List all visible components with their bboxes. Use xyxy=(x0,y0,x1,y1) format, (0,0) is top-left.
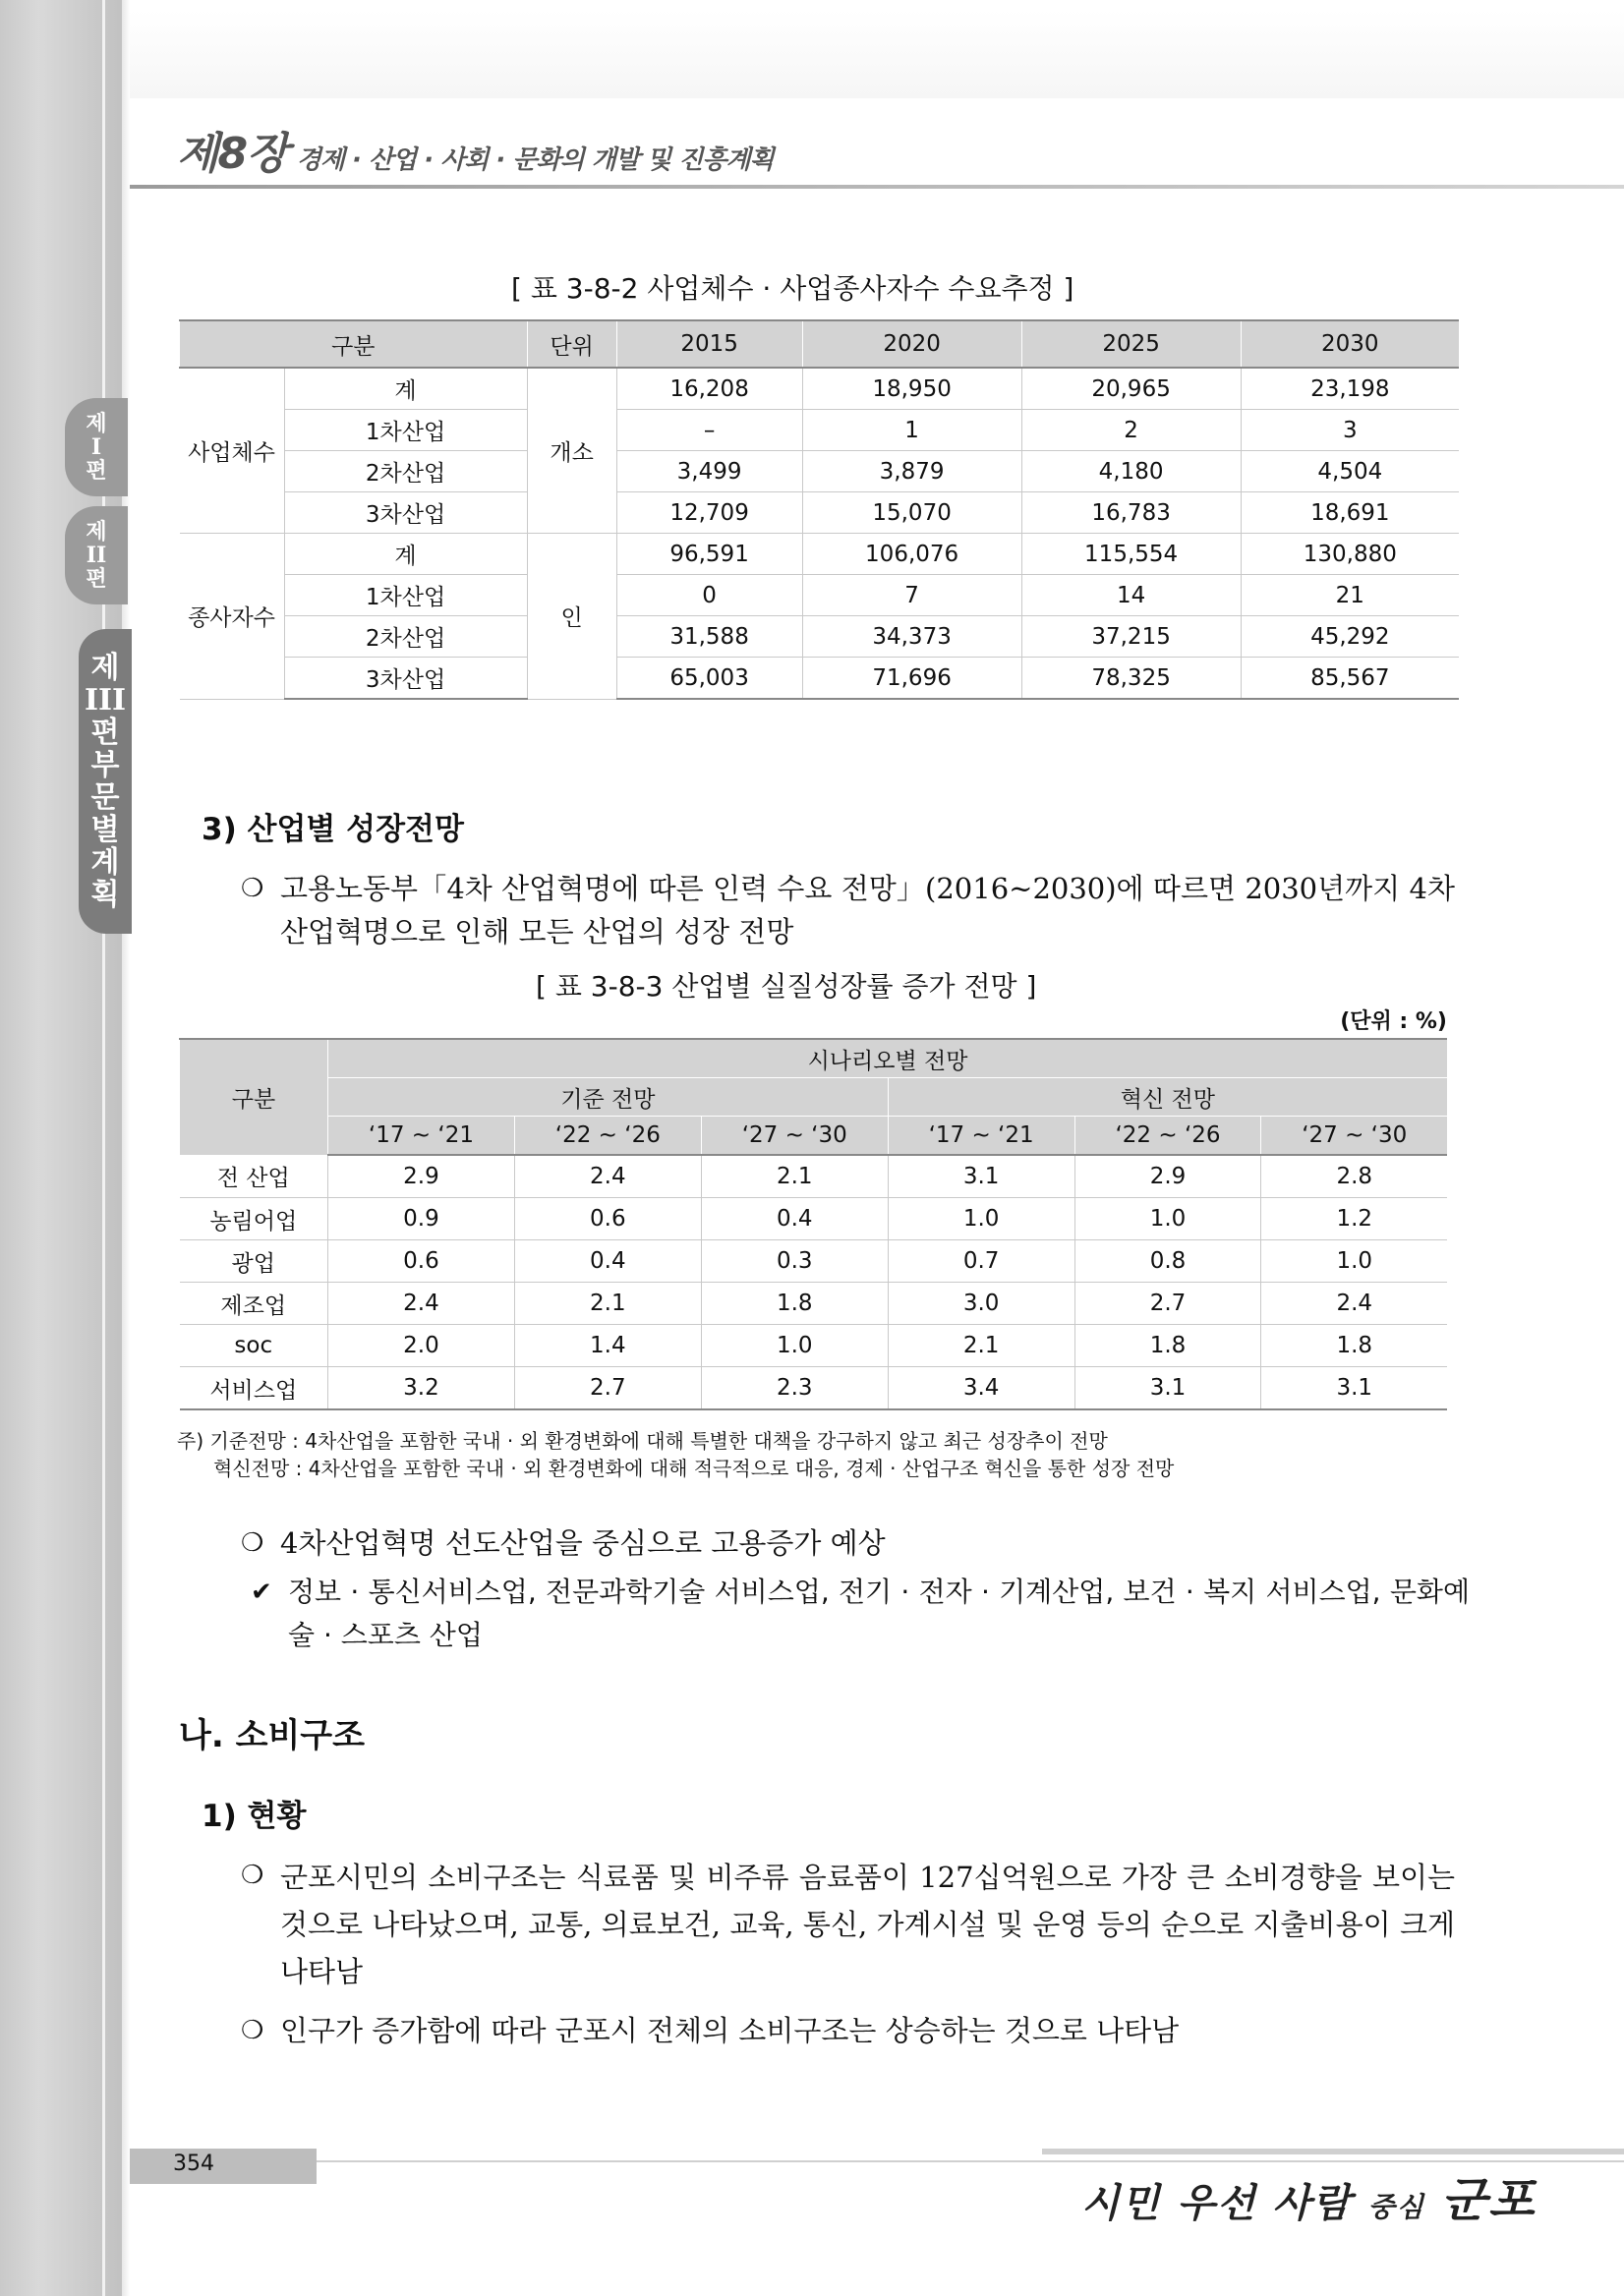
period-cell: ‘22 ~ ‘26 xyxy=(1074,1117,1261,1156)
row-label: 전 산업 xyxy=(180,1155,328,1198)
value-cell: 3.1 xyxy=(1261,1367,1447,1410)
unit-note: (단위 : %) xyxy=(1340,1009,1447,1034)
table-row xyxy=(180,410,1460,451)
value-cell: 3.1 xyxy=(1074,1367,1261,1410)
value-cell: 0.7 xyxy=(888,1240,1074,1283)
value-cell: 2.1 xyxy=(514,1283,701,1325)
section-heading: 3) 산업별 성장전망 xyxy=(202,812,464,847)
group-cell: 종사자수 xyxy=(180,534,285,700)
header-cell: 구분 xyxy=(180,320,528,368)
tab-char: 제 xyxy=(90,651,120,685)
value-cell: 0.3 xyxy=(701,1240,888,1283)
row-label: 농림어업 xyxy=(180,1198,328,1240)
table-row xyxy=(180,451,1460,492)
tab-char: 편 xyxy=(90,716,120,750)
value-cell: 2.8 xyxy=(1261,1155,1447,1198)
table-row xyxy=(180,534,1460,575)
binding-line xyxy=(102,0,105,2296)
growth-outlook-table xyxy=(179,1038,1447,1410)
table-row xyxy=(180,1240,1448,1283)
value-cell: 96,591 xyxy=(616,534,802,575)
value-cell: 1 xyxy=(802,410,1021,451)
value-cell: 1.0 xyxy=(1261,1240,1447,1283)
value-cell: 0.4 xyxy=(701,1198,888,1240)
table-notes xyxy=(177,1427,1174,1482)
table-row xyxy=(180,616,1460,658)
header-cell: 2030 xyxy=(1241,320,1459,368)
slogan-word: 사람 xyxy=(1272,2181,1353,2226)
chapter-number: 제8장 xyxy=(177,129,288,179)
value-cell: 2.1 xyxy=(888,1325,1074,1367)
table-row xyxy=(180,658,1460,700)
row-label: 계 xyxy=(284,534,527,575)
tab-char: 계 xyxy=(90,845,120,880)
tab-char: 편 xyxy=(86,566,107,593)
table-note: 주) 기준전망 : 4차산업을 포함한 국내 · 외 환경변화에 대해 특별한 대책을 강구하지 않고 최근 성장추이 전망 xyxy=(177,1429,1108,1453)
value-cell: 18,950 xyxy=(802,368,1021,410)
slogan-word: 시민 xyxy=(1081,2181,1162,2226)
chapter-title xyxy=(177,118,774,181)
binding-strip xyxy=(0,0,130,2296)
value-cell: 2.4 xyxy=(514,1155,701,1198)
circle-bullet-icon: ❍ xyxy=(241,874,264,903)
row-label: 1차산업 xyxy=(284,410,527,451)
tab-char: 편 xyxy=(86,458,107,485)
value-cell: 45,292 xyxy=(1241,616,1459,658)
header-cell: 단위 xyxy=(527,320,616,368)
header-rule xyxy=(130,185,1624,189)
header-cell: 혁신 전망 xyxy=(888,1078,1447,1117)
chapter-name: 경제 · 산업 · 사회 · 문화의 개발 및 진흥계획 xyxy=(296,145,774,175)
value-cell: 3.0 xyxy=(888,1283,1074,1325)
table-row xyxy=(180,1283,1448,1325)
header-cell: 2025 xyxy=(1021,320,1241,368)
value-cell: 71,696 xyxy=(802,658,1021,700)
value-cell: 2.4 xyxy=(1261,1283,1447,1325)
table-header-row xyxy=(180,320,1460,368)
value-cell: 0 xyxy=(616,575,802,616)
value-cell: 0.6 xyxy=(328,1240,515,1283)
check-bullet-icon: ✔ xyxy=(251,1578,272,1607)
header-cell: 시나리오별 전망 xyxy=(328,1039,1448,1078)
row-label: 2차산업 xyxy=(284,616,527,658)
header-cell: 2015 xyxy=(616,320,802,368)
circle-bullet-icon: ❍ xyxy=(241,1528,264,1558)
value-cell: 1.8 xyxy=(1074,1325,1261,1367)
slogan-word: 중심 xyxy=(1367,2191,1425,2223)
side-tab-part-1[interactable] xyxy=(65,398,128,496)
tab-char: 제 xyxy=(86,518,107,545)
value-cell: 2 xyxy=(1021,410,1241,451)
value-cell: 3.2 xyxy=(328,1367,515,1410)
value-cell: 115,554 xyxy=(1021,534,1241,575)
value-cell: 130,880 xyxy=(1241,534,1459,575)
footer-rule xyxy=(1042,2149,1624,2154)
value-cell: 2.1 xyxy=(701,1155,888,1198)
table-row xyxy=(180,575,1460,616)
group-cell: 사업체수 xyxy=(180,368,285,534)
value-cell: 37,215 xyxy=(1021,616,1241,658)
paragraph xyxy=(251,1571,1470,1657)
paragraph-text: 인구가 증가함에 따라 군포시 전체의 소비구조는 상승하는 것으로 나타남 xyxy=(280,2014,1180,2047)
value-cell: 106,076 xyxy=(802,534,1021,575)
table-row xyxy=(180,368,1460,410)
table-row xyxy=(180,1325,1448,1367)
value-cell: 0.4 xyxy=(514,1240,701,1283)
value-cell: 18,691 xyxy=(1241,492,1459,534)
paragraph xyxy=(241,1854,1455,1995)
value-cell: 12,709 xyxy=(616,492,802,534)
side-tab-part-3[interactable] xyxy=(79,629,132,934)
value-cell: 1.2 xyxy=(1261,1198,1447,1240)
tab-char: III xyxy=(84,683,127,718)
header-cell: 2020 xyxy=(802,320,1021,368)
table-row xyxy=(180,492,1460,534)
value-cell: 3.4 xyxy=(888,1367,1074,1410)
unit-cell: 인 xyxy=(527,534,616,700)
period-cell: ‘27 ~ ‘30 xyxy=(1261,1117,1447,1156)
header-band xyxy=(130,10,1624,98)
value-cell: – xyxy=(616,410,802,451)
value-cell: 31,588 xyxy=(616,616,802,658)
table-caption: [ 표 3-8-2 사업체수 · 사업종사자수 수요추정 ] xyxy=(511,272,1074,305)
value-cell: 14 xyxy=(1021,575,1241,616)
value-cell: 2.7 xyxy=(514,1367,701,1410)
value-cell: 34,373 xyxy=(802,616,1021,658)
value-cell: 2.9 xyxy=(328,1155,515,1198)
circle-bullet-icon: ❍ xyxy=(241,1861,264,1890)
row-label: 3차산업 xyxy=(284,492,527,534)
header-cell: 기준 전망 xyxy=(328,1078,889,1117)
value-cell: 16,783 xyxy=(1021,492,1241,534)
circle-bullet-icon: ❍ xyxy=(241,2016,264,2045)
city-slogan-logo xyxy=(1081,2162,1536,2230)
value-cell: 15,070 xyxy=(802,492,1021,534)
value-cell: 2.0 xyxy=(328,1325,515,1367)
tab-char: 별 xyxy=(90,813,120,847)
value-cell: 7 xyxy=(802,575,1021,616)
value-cell: 0.9 xyxy=(328,1198,515,1240)
row-label: 1차산업 xyxy=(284,575,527,616)
row-label: 2차산업 xyxy=(284,451,527,492)
paragraph-text: 4차산업혁명 선도산업을 중심으로 고용증가 예상 xyxy=(280,1526,886,1560)
row-label: 광업 xyxy=(180,1240,328,1283)
period-cell: ‘27 ~ ‘30 xyxy=(701,1117,888,1156)
table-note: 혁신전망 : 4차산업을 포함한 국내 · 외 환경변화에 대해 적극적으로 대응, 경제 · 산업구조 혁신을 통한 성장 전망 xyxy=(213,1457,1175,1480)
row-label: 서비스업 xyxy=(180,1367,328,1410)
tab-char: II xyxy=(86,542,107,568)
row-label: 3차산업 xyxy=(284,658,527,700)
value-cell: 16,208 xyxy=(616,368,802,410)
paragraph xyxy=(241,1521,1455,1565)
value-cell: 3,879 xyxy=(802,451,1021,492)
value-cell: 78,325 xyxy=(1021,658,1241,700)
row-label: 제조업 xyxy=(180,1283,328,1325)
paragraph-text: 고용노동부「4차 산업혁명에 따른 인력 수요 전망」(2016~2030)에 따르면 2030년까지 4차산업혁명으로 인해 모든 산업의 성장 전망 xyxy=(280,872,1455,948)
tab-char: 부 xyxy=(90,748,120,782)
value-cell: 4,180 xyxy=(1021,451,1241,492)
value-cell: 4,504 xyxy=(1241,451,1459,492)
value-cell: 2.7 xyxy=(1074,1283,1261,1325)
value-cell: 65,003 xyxy=(616,658,802,700)
slogan-word: 군포 xyxy=(1440,2173,1537,2228)
value-cell: 1.0 xyxy=(888,1198,1074,1240)
page-number: 354 xyxy=(173,2152,214,2176)
section-heading: 나. 소비구조 xyxy=(179,1716,365,1755)
table-header-row xyxy=(180,1039,1448,1078)
row-label: 계 xyxy=(284,368,527,410)
table-row xyxy=(180,1367,1448,1410)
value-cell: 3,499 xyxy=(616,451,802,492)
paragraph-text: 군포시민의 소비구조는 식료품 및 비주류 음료품이 127십억원으로 가장 큰 소비경향을 보이는 것으로 나타났으며, 교통, 의료보건, 교육, 통신, 가계시설 및 운영 등의 순으로 지출비용이 크게 나타남 xyxy=(280,1861,1455,1988)
table-header-row xyxy=(180,1078,1448,1117)
period-cell: ‘17 ~ ‘21 xyxy=(888,1117,1074,1156)
value-cell: 23,198 xyxy=(1241,368,1459,410)
value-cell: 1.0 xyxy=(701,1325,888,1367)
value-cell: 2.3 xyxy=(701,1367,888,1410)
value-cell: 1.0 xyxy=(1074,1198,1261,1240)
row-label: soc xyxy=(180,1325,328,1367)
header-cell: 구분 xyxy=(180,1039,328,1155)
table-row xyxy=(180,1155,1448,1198)
table-caption: [ 표 3-8-3 산업별 실질성장률 증가 전망 ] xyxy=(536,970,1037,1003)
subsection-heading: 1) 현황 xyxy=(202,1799,307,1834)
value-cell: 85,567 xyxy=(1241,658,1459,700)
value-cell: 2.4 xyxy=(328,1283,515,1325)
value-cell: 0.6 xyxy=(514,1198,701,1240)
tab-char: I xyxy=(90,433,102,460)
paragraph xyxy=(241,867,1455,953)
value-cell: 0.8 xyxy=(1074,1240,1261,1283)
table-header-row xyxy=(180,1117,1448,1156)
period-cell: ‘22 ~ ‘26 xyxy=(514,1117,701,1156)
period-cell: ‘17 ~ ‘21 xyxy=(328,1117,515,1156)
value-cell: 3.1 xyxy=(888,1155,1074,1198)
tab-char: 획 xyxy=(90,878,120,912)
binding-edge xyxy=(122,0,130,2296)
value-cell: 1.4 xyxy=(514,1325,701,1367)
business-demand-table xyxy=(179,319,1459,700)
paragraph-text: 정보 · 통신서비스업, 전문과학기술 서비스업, 전기 · 전자 · 기계산업, 보건 · 복지 서비스업, 문화예술 · 스포츠 산업 xyxy=(288,1576,1470,1651)
table-row xyxy=(180,1198,1448,1240)
value-cell: 1.8 xyxy=(701,1283,888,1325)
value-cell: 1.8 xyxy=(1261,1325,1447,1367)
unit-cell: 개소 xyxy=(527,368,616,534)
footer-bar xyxy=(130,2149,317,2184)
value-cell: 21 xyxy=(1241,575,1459,616)
tab-char: 문 xyxy=(90,780,120,815)
side-tab-part-2[interactable] xyxy=(65,506,128,604)
slogan-word: 우선 xyxy=(1177,2181,1257,2226)
value-cell: 20,965 xyxy=(1021,368,1241,410)
value-cell: 3 xyxy=(1241,410,1459,451)
paragraph xyxy=(241,2009,1455,2052)
value-cell: 2.9 xyxy=(1074,1155,1261,1198)
tab-char: 제 xyxy=(86,410,107,436)
